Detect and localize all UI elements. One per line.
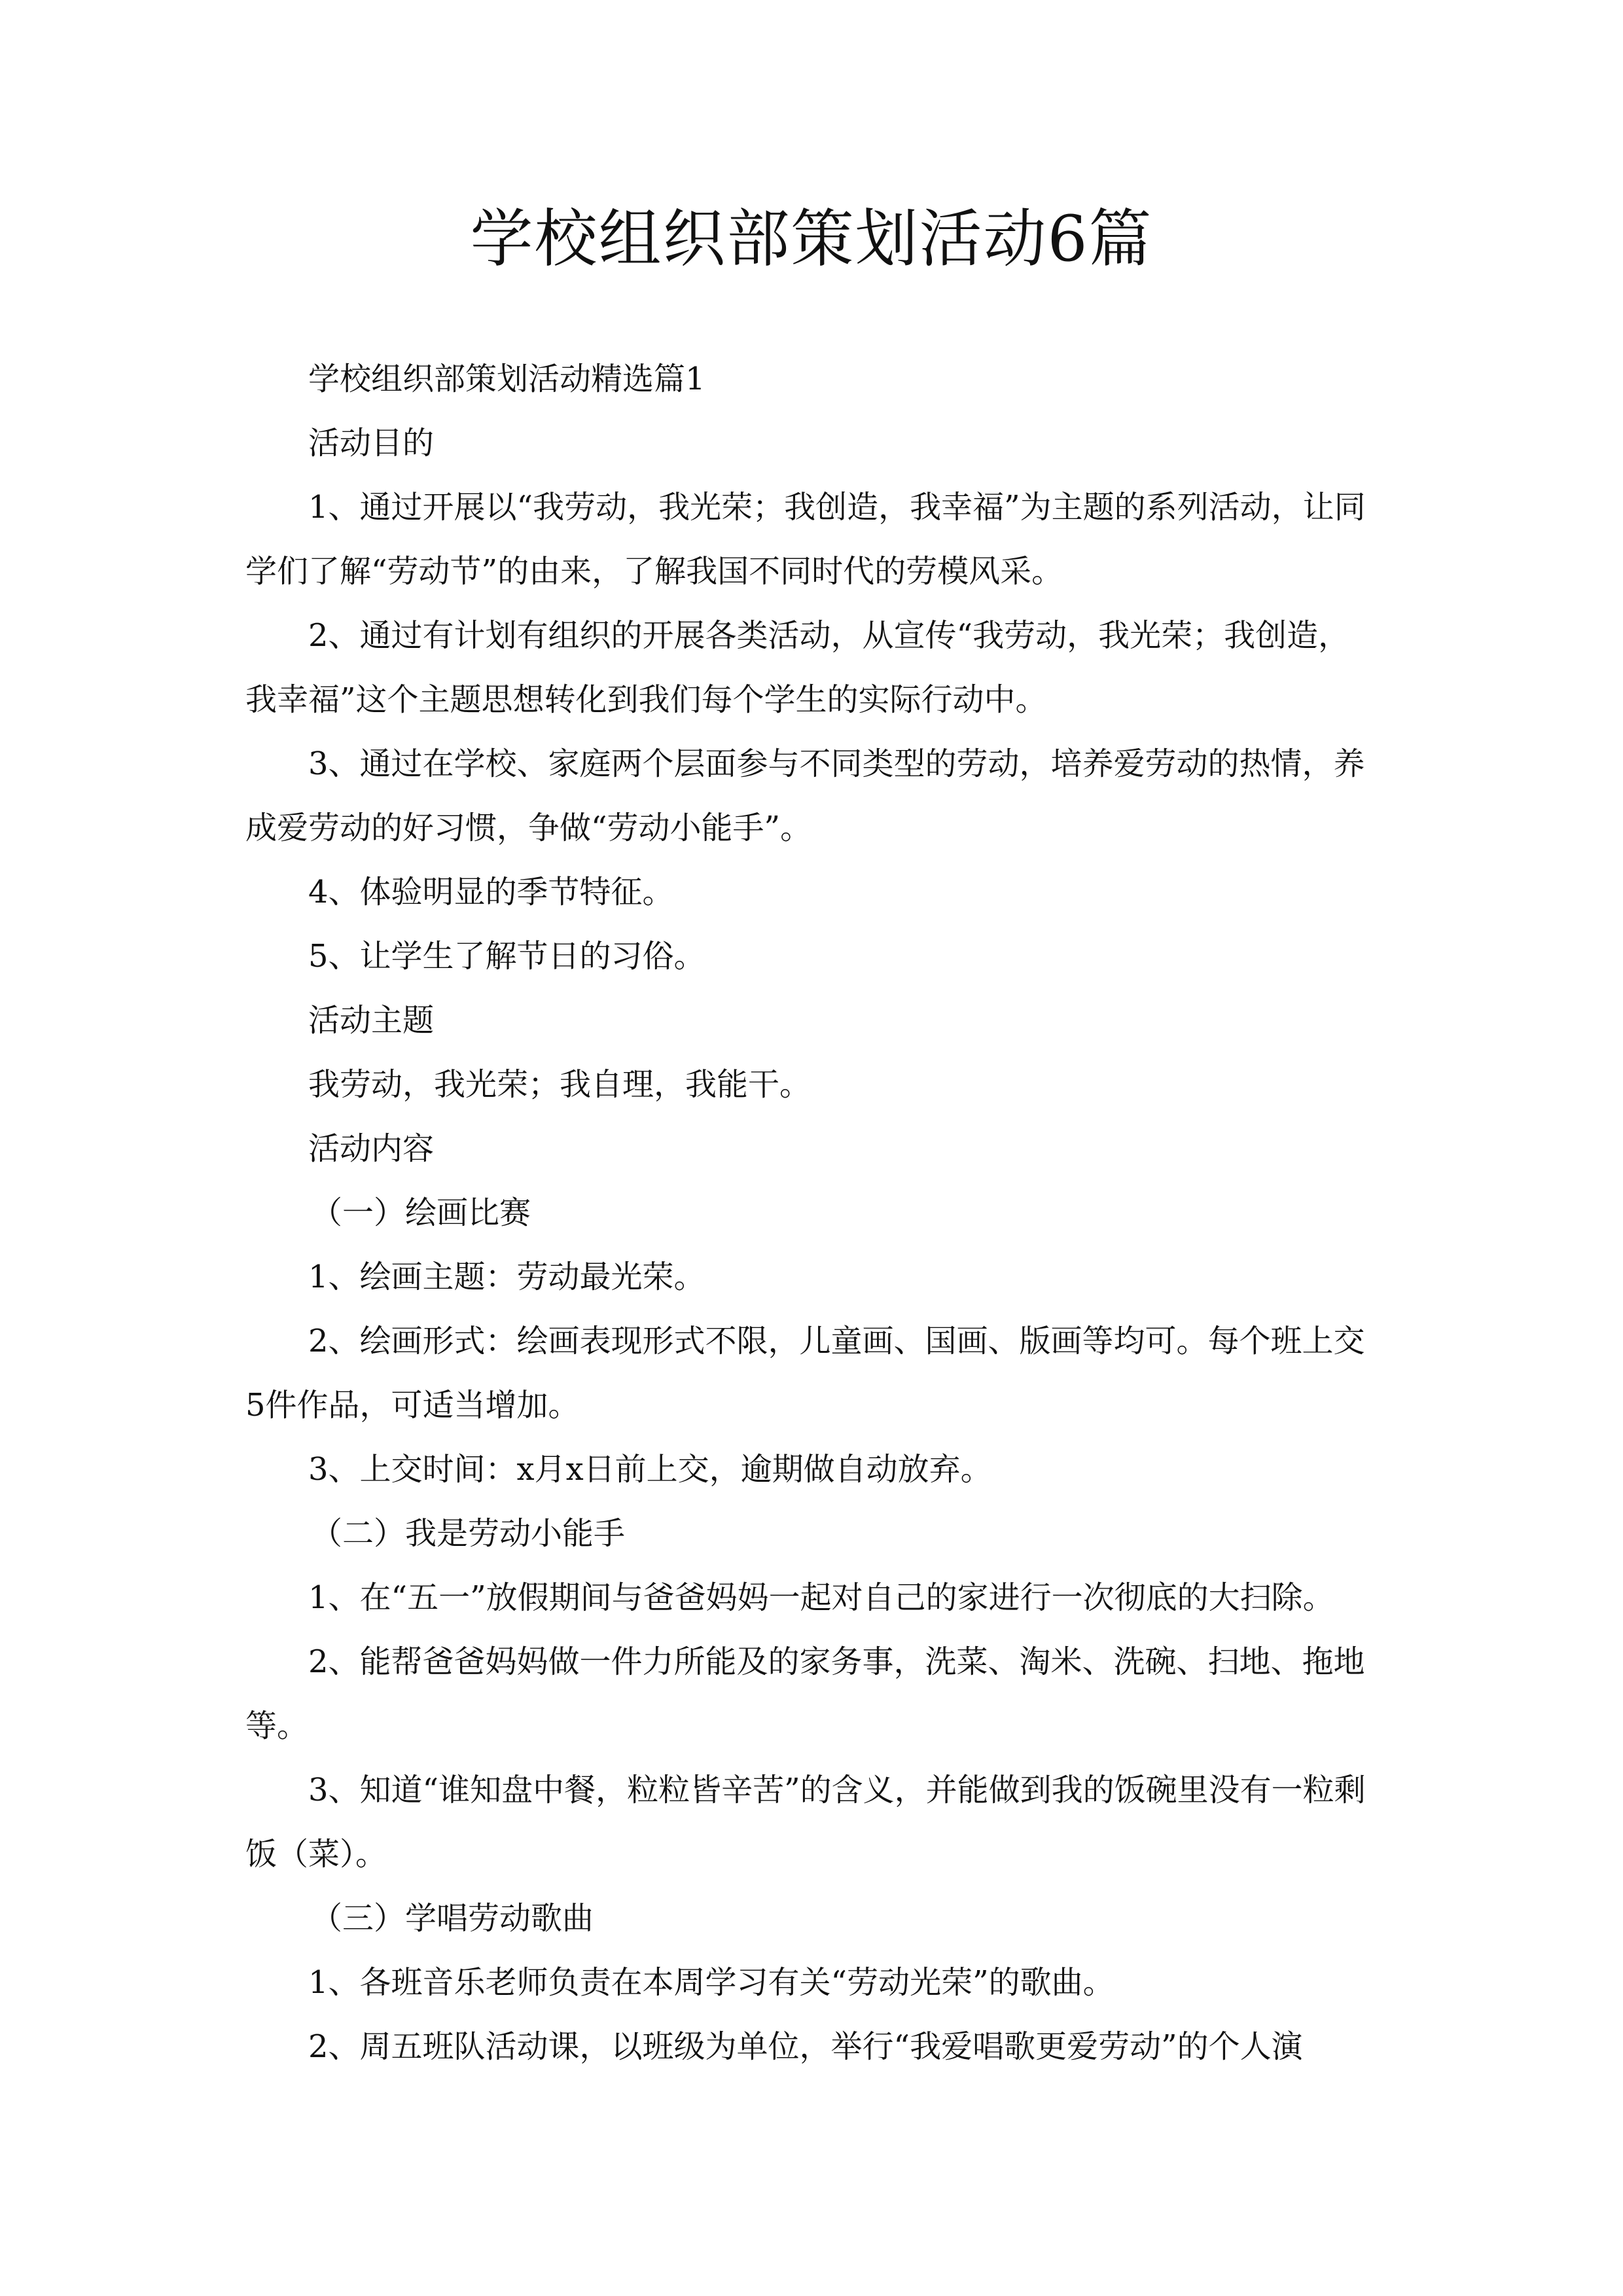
paragraph: 3、上交时间：x月x日前上交，逾期做自动放弃。 bbox=[308, 1451, 992, 1488]
paragraph: 1、在“五一”放假期间与爸爸妈妈一起对自己的家进行一次彻底的大扫除。 bbox=[308, 1579, 1334, 1616]
paragraph: 1、通过开展以“我劳动，我光荣；我创造，我幸福”为主题的系列活动，让同学们了解“劳动节”的由来，了解我国不同时代的劳模风采。 bbox=[245, 489, 1366, 590]
paragraph: 3、知道“谁知盘中餐，粒粒皆辛苦”的含义，并能做到我的饭碗里没有一粒剩饭（菜）。 bbox=[245, 1772, 1366, 1873]
subsection-heading: （一）绘画比赛 bbox=[311, 1194, 531, 1231]
paragraph: 3、通过在学校、家庭两个层面参与不同类型的劳动，培养爱劳动的热情，养成爱劳动的好习惯，争做“劳动小能手”。 bbox=[245, 745, 1365, 846]
subheading-theme: 活动主题 bbox=[308, 1002, 435, 1039]
paragraph: 2、能帮爸爸妈妈做一件力所能及的家务事，洗菜、淘米、洗碗、扫地、拖地等。 bbox=[245, 1643, 1365, 1744]
paragraph: 4、体验明显的季节特征。 bbox=[308, 874, 674, 910]
paragraph: 2、通过有计划有组织的开展各类活动，从宣传“我劳动，我光荣；我创造，我幸福”这个主题思想转化到我们每个学生的实际行动中。 bbox=[245, 617, 1350, 718]
paragraph: 我劳动，我光荣；我自理，我能干。 bbox=[308, 1066, 812, 1103]
document-body bbox=[245, 347, 1378, 2079]
paragraph: 2、绘画形式：绘画表现形式不限，儿童画、国画、版画等均可。每个班上交5件作品，可适当增加。 bbox=[245, 1323, 1365, 1424]
document-title: 学校组织部策划活动6篇 bbox=[470, 202, 1153, 276]
paragraph: 5、让学生了解节日的习俗。 bbox=[308, 938, 705, 975]
subheading-purpose: 活动目的 bbox=[308, 425, 435, 461]
paragraph: 1、绘画主题：劳动最光荣。 bbox=[308, 1259, 705, 1295]
section-heading: 学校组织部策划活动精选篇1 bbox=[308, 361, 705, 397]
paragraph: 1、各班音乐老师负责在本周学习有关“劳动光荣”的歌曲。 bbox=[308, 1964, 1115, 2001]
subsection-heading: （二）我是劳动小能手 bbox=[311, 1515, 626, 1552]
subheading-content: 活动内容 bbox=[308, 1130, 435, 1167]
paragraph: 2、周五班队活动课，以班级为单位，举行“我爱唱歌更爱劳动”的个人演 bbox=[308, 2028, 1303, 2065]
subsection-heading: （三）学唱劳动歌曲 bbox=[311, 1900, 594, 1937]
